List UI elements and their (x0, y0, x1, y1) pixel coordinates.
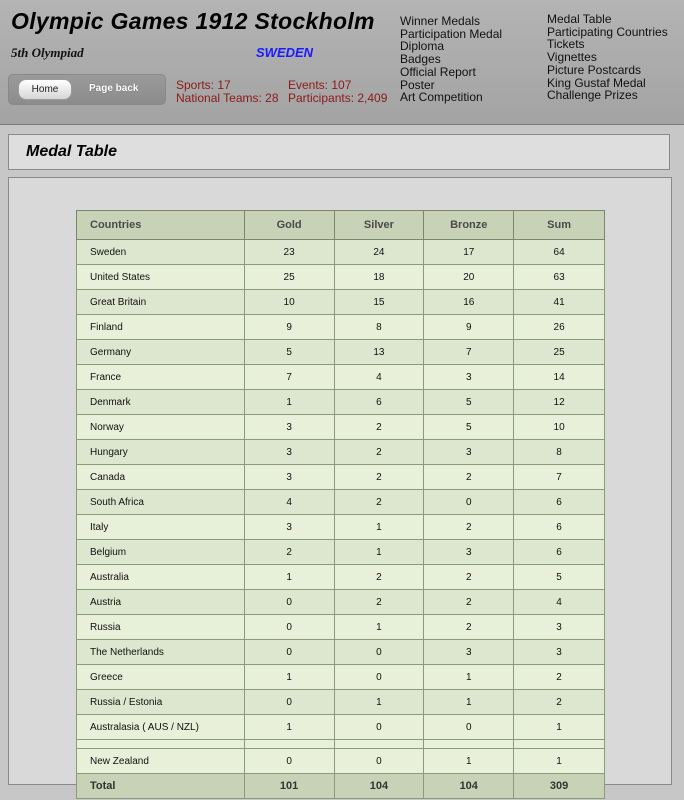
cell-silver: 0 (334, 749, 424, 774)
menu-link-picture-postcards[interactable]: Picture Postcards (547, 62, 642, 77)
table-row (77, 265, 605, 290)
site-title: Olympic Games 1912 Stockholm (11, 8, 375, 34)
cell-sum: 25 (514, 340, 605, 365)
cell-bronze: 1 (424, 690, 514, 715)
table-spacer-row (77, 740, 605, 749)
cell-sum: 1 (514, 749, 605, 774)
cell-country: Norway (77, 415, 245, 440)
table-row (77, 540, 605, 565)
menu-link-king-gustaf-medal[interactable]: King Gustaf Medal (547, 75, 646, 90)
cell-sum: 26 (514, 315, 605, 340)
menu-link-winner-medals[interactable]: Winner Medals (400, 14, 481, 28)
spacer-cell (424, 740, 514, 749)
table-row (77, 490, 605, 515)
cell-silver: 0 (334, 715, 424, 740)
cell-silver: 18 (334, 265, 424, 290)
cell-bronze: 3 (424, 640, 514, 665)
cell-country: Denmark (77, 390, 245, 415)
total-country: Total (77, 774, 245, 799)
cell-gold: 1 (244, 665, 334, 690)
cell-gold: 23 (244, 240, 334, 265)
participants-count: Participants: 2,409 (288, 91, 388, 105)
cell-silver: 1 (334, 615, 424, 640)
menu-right (547, 13, 668, 102)
cell-gold: 0 (244, 749, 334, 774)
table-row (77, 615, 605, 640)
cell-gold: 7 (244, 365, 334, 390)
cell-sum: 3 (514, 615, 605, 640)
cell-silver: 0 (334, 665, 424, 690)
cell-bronze: 5 (424, 390, 514, 415)
cell-gold: 1 (244, 565, 334, 590)
cell-silver: 8 (334, 315, 424, 340)
cell-sum: 63 (514, 265, 605, 290)
cell-gold: 1 (244, 715, 334, 740)
cell-country: Belgium (77, 540, 245, 565)
cell-gold: 3 (244, 465, 334, 490)
cell-bronze: 16 (424, 290, 514, 315)
cell-bronze: 0 (424, 715, 514, 740)
page-back-button[interactable]: Page back (89, 83, 139, 94)
spacer-cell (244, 740, 334, 749)
cell-silver: 6 (334, 390, 424, 415)
cell-country: Russia / Estonia (77, 690, 245, 715)
table-row (77, 640, 605, 665)
cell-gold: 0 (244, 590, 334, 615)
cell-gold: 25 (244, 265, 334, 290)
cell-gold: 1 (244, 390, 334, 415)
total-sum: 309 (514, 774, 605, 799)
cell-sum: 6 (514, 490, 605, 515)
sports-count: Sports: 17 (176, 78, 231, 92)
cell-sum: 6 (514, 540, 605, 565)
table-row (77, 390, 605, 415)
total-gold: 101 (244, 774, 334, 799)
table-total-row (77, 774, 605, 799)
cell-bronze: 5 (424, 415, 514, 440)
cell-bronze: 3 (424, 540, 514, 565)
column-header-gold: Gold (244, 211, 334, 240)
spacer-cell (514, 740, 605, 749)
total-silver: 104 (334, 774, 424, 799)
cell-bronze: 3 (424, 365, 514, 390)
cell-sum: 7 (514, 465, 605, 490)
cell-gold: 3 (244, 415, 334, 440)
table-row (77, 590, 605, 615)
cell-bronze: 2 (424, 465, 514, 490)
table-row (77, 415, 605, 440)
teams-count: National Teams: 28 (176, 91, 279, 105)
table-row (77, 315, 605, 340)
cell-silver: 13 (334, 340, 424, 365)
cell-bronze: 3 (424, 440, 514, 465)
cell-bronze: 2 (424, 615, 514, 640)
cell-sum: 41 (514, 290, 605, 315)
cell-gold: 5 (244, 340, 334, 365)
cell-bronze: 1 (424, 749, 514, 774)
cell-country: New Zealand (77, 749, 245, 774)
nav-button-group (8, 74, 166, 105)
host-country: SWEDEN (256, 45, 314, 60)
cell-silver: 0 (334, 640, 424, 665)
cell-silver: 2 (334, 440, 424, 465)
spacer-cell (77, 740, 245, 749)
cell-gold: 4 (244, 490, 334, 515)
cell-country: Germany (77, 340, 245, 365)
cell-silver: 2 (334, 590, 424, 615)
cell-sum: 1 (514, 715, 605, 740)
table-row (77, 715, 605, 740)
section-title-panel (8, 134, 670, 170)
table-row (77, 440, 605, 465)
cell-country: Italy (77, 515, 245, 540)
site-header (0, 0, 684, 125)
cell-country: Australasia ( AUS / NZL) (77, 715, 245, 740)
cell-sum: 64 (514, 240, 605, 265)
cell-country: Hungary (77, 440, 245, 465)
cell-bronze: 9 (424, 315, 514, 340)
cell-country: Greece (77, 665, 245, 690)
cell-gold: 0 (244, 615, 334, 640)
table-row (77, 565, 605, 590)
cell-silver: 2 (334, 465, 424, 490)
home-button[interactable]: Home (18, 79, 72, 100)
cell-sum: 12 (514, 390, 605, 415)
cell-country: Austria (77, 590, 245, 615)
cell-country: United States (77, 265, 245, 290)
cell-country: Great Britain (77, 290, 245, 315)
table-row (77, 515, 605, 540)
menu-link-challenge-prizes[interactable]: Challenge Prizes (547, 88, 638, 103)
menu-link-badges[interactable]: Badges (400, 52, 441, 67)
cell-silver: 2 (334, 415, 424, 440)
menu-link-participation-medal[interactable]: Participation Medal (400, 26, 503, 41)
cell-bronze: 2 (424, 515, 514, 540)
cell-sum: 4 (514, 590, 605, 615)
section-title: Medal Table (26, 143, 117, 160)
cell-country: Australia (77, 565, 245, 590)
cell-country: Russia (77, 615, 245, 640)
table-row (77, 749, 605, 774)
column-header-silver: Silver (334, 211, 424, 240)
cell-bronze: 1 (424, 665, 514, 690)
table-row (77, 240, 605, 265)
menu-link-art-competition[interactable]: Art Competition (400, 90, 483, 105)
cell-sum: 8 (514, 440, 605, 465)
cell-gold: 10 (244, 290, 334, 315)
cell-country: The Netherlands (77, 640, 245, 665)
cell-bronze: 20 (424, 265, 514, 290)
cell-bronze: 2 (424, 565, 514, 590)
cell-bronze: 17 (424, 240, 514, 265)
menu-link-tickets[interactable]: Tickets (547, 37, 585, 52)
cell-country: Canada (77, 465, 245, 490)
events-count: Events: 107 (288, 78, 352, 92)
cell-bronze: 7 (424, 340, 514, 365)
column-header-countries: Countries (77, 211, 245, 240)
cell-sum: 2 (514, 690, 605, 715)
cell-gold: 0 (244, 640, 334, 665)
cell-sum: 5 (514, 565, 605, 590)
cell-gold: 3 (244, 515, 334, 540)
table-row (77, 290, 605, 315)
cell-country: France (77, 365, 245, 390)
cell-silver: 1 (334, 515, 424, 540)
cell-country: Sweden (77, 240, 245, 265)
cell-country: Finland (77, 315, 245, 340)
menu-link-diploma[interactable]: Diploma (400, 39, 445, 54)
cell-sum: 6 (514, 515, 605, 540)
table-row (77, 340, 605, 365)
medal-table-panel (8, 177, 672, 792)
cell-silver: 24 (334, 240, 424, 265)
column-header-sum: Sum (514, 211, 605, 240)
cell-sum: 3 (514, 640, 605, 665)
cell-country: South Africa (77, 490, 245, 515)
cell-silver: 4 (334, 365, 424, 390)
cell-silver: 2 (334, 565, 424, 590)
cell-bronze: 2 (424, 590, 514, 615)
cell-bronze: 0 (424, 490, 514, 515)
table-row (77, 690, 605, 715)
cell-sum: 10 (514, 415, 605, 440)
menu-link-official-report[interactable]: Official Report (400, 64, 476, 79)
cell-gold: 2 (244, 540, 334, 565)
olympiad-subtitle: 5th Olympiad (11, 45, 84, 60)
medal-table (76, 210, 605, 799)
column-header-bronze: Bronze (424, 211, 514, 240)
cell-gold: 0 (244, 690, 334, 715)
table-row (77, 365, 605, 390)
spacer-cell (334, 740, 424, 749)
table-row (77, 465, 605, 490)
menu-left (400, 15, 502, 104)
menu-link-poster[interactable]: Poster (400, 77, 435, 92)
table-row (77, 665, 605, 690)
cell-gold: 3 (244, 440, 334, 465)
menu-link-medal-table[interactable]: Medal Table (547, 12, 612, 26)
cell-silver: 1 (334, 540, 424, 565)
cell-silver: 15 (334, 290, 424, 315)
cell-sum: 2 (514, 665, 605, 690)
menu-link-vignettes[interactable]: Vignettes (547, 50, 597, 65)
cell-sum: 14 (514, 365, 605, 390)
total-bronze: 104 (424, 774, 514, 799)
table-header-row (77, 211, 605, 240)
cell-gold: 9 (244, 315, 334, 340)
cell-silver: 2 (334, 490, 424, 515)
menu-link-participating-countries[interactable]: Participating Countries (547, 24, 668, 39)
cell-silver: 1 (334, 690, 424, 715)
